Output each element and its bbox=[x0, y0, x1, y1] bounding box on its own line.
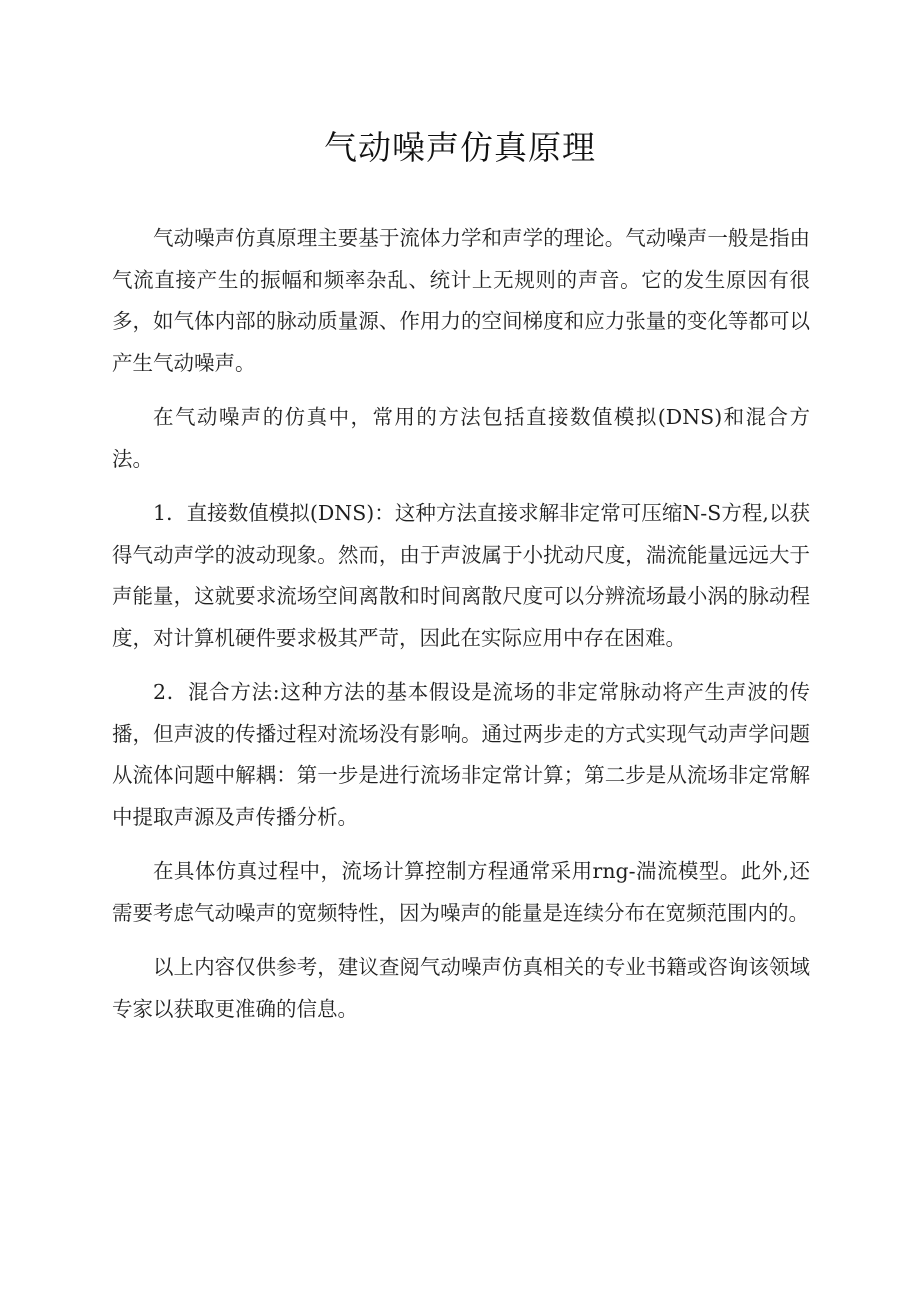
paragraph-hybrid: 2．混合方法:这种方法的基本假设是流场的非定常脉动将产生声波的传播，但声波的传播过程对流场没有影响。通过两步走的方式实现气动声学问题从流体问题中解耦：第一步是进行流场非定常计算；第二步是从流场非定常解中提取声源及声传播分析。 bbox=[112, 680, 810, 829]
document-body bbox=[112, 218, 810, 1043]
paragraph-intro: 气动噪声仿真原理主要基于流体力学和声学的理论。气动噪声一般是指由气流直接产生的振幅和频率杂乱、统计上无规则的声音。它的发生原因有很多，如气体内部的脉动质量源、作用力的空间梯度和应力张量的变化等都可以产生气动噪声。 bbox=[112, 226, 810, 375]
paragraph-disclaimer: 以上内容仅供参考，建议查阅气动噪声仿真相关的专业书籍或咨询该领域专家以获取更准确的信息。 bbox=[112, 955, 810, 1021]
page-title: 气动噪声仿真原理 bbox=[324, 128, 596, 167]
paragraph-simulation-process: 在具体仿真过程中，流场计算控制方程通常采用rng-湍流模型。此外,还需要考虑气动噪声的宽频特性，因为噪声的能量是连续分布在宽频范围内的。 bbox=[112, 859, 810, 925]
paragraph-dns: 1．直接数值模拟(DNS)：这种方法直接求解非定常可压缩N-S方程,以获得气动声学的波动现象。然而，由于声波属于小扰动尺度，湍流能量远远大于声能量，这就要求流场空间离散和时间离散尺度可以分辨流场最小涡的脉动程度，对计算机硬件要求极其严苛，因此在实际应用中存在困难。 bbox=[112, 501, 810, 650]
paragraph-methods-overview: 在气动噪声的仿真中，常用的方法包括直接数值模拟(DNS)和混合方法。 bbox=[112, 405, 810, 471]
